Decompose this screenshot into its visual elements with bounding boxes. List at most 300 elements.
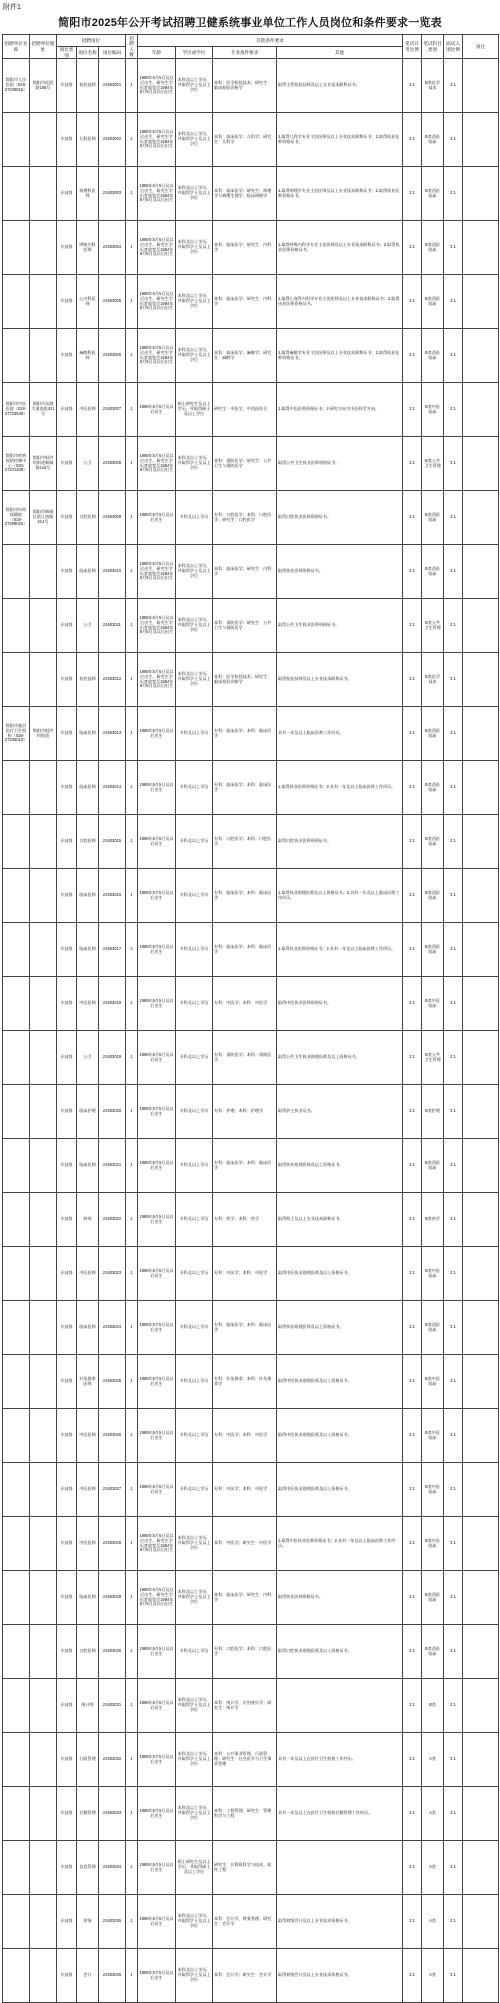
table-row	[3, 1247, 499, 1301]
cell-major: 专科：口腔医学；本科：口腔医学	[213, 815, 277, 869]
cell-remark	[463, 761, 499, 815]
cell-age: 1989年5月5日及以后出生	[138, 1193, 176, 1247]
cell-age: 1989年5月5日及以后出生	[138, 869, 176, 923]
cell-interview-ratio: 3:1	[444, 1409, 463, 1463]
cell-education: 本科及以上学历，并取得学士及以上学位	[176, 599, 213, 653]
cell-number: 2	[126, 923, 138, 977]
cell-education: 专科及以上学历	[176, 1139, 213, 1193]
table-row	[3, 1139, 499, 1193]
cell-address: 简阳市射洪坝街道新城路115号	[30, 437, 57, 491]
cell-major: 研究生：中医学、中西医结合	[213, 383, 277, 437]
cell-post-name: 统计师	[77, 1679, 99, 1733]
cell-age: 1989年5月5日及以后出生	[138, 1139, 176, 1193]
cell-misc: 1.取得麻醉学专业主治医师及以上专业技术职称证书；2.取得执业医师资格证书。	[277, 329, 403, 383]
cell-unit	[3, 869, 30, 923]
cell-interview-ratio: 3:1	[444, 1301, 463, 1355]
cell-education: 专科及以上学历	[176, 1301, 213, 1355]
cell-exam-ratio: 3:1	[403, 977, 422, 1031]
cell-post-name: 检验技师	[77, 59, 99, 113]
cell-post-code: 21603026	[99, 1409, 126, 1463]
table-row	[3, 1409, 499, 1463]
cell-number: 1	[126, 869, 138, 923]
cell-exam-ratio: 3:1	[403, 1247, 422, 1301]
cell-education: 本科及以上学历，并取得学士及以上学位	[176, 653, 213, 707]
cell-number: 1	[126, 1517, 138, 1571]
cell-education: 专科及以上学历	[176, 1193, 213, 1247]
cell-misc: 1.取得中医执业医师资格证书；2.具有一年及以上临床医师工作经历。	[277, 1517, 403, 1571]
cell-exam-ratio: 3:1	[403, 1841, 422, 1895]
cell-unit	[3, 977, 30, 1031]
cell-misc: 取得执业医师资格证书。	[277, 545, 403, 599]
cell-number: 1	[126, 599, 138, 653]
header-remark: 备注	[463, 35, 499, 59]
cell-category: 专技岗	[57, 275, 77, 329]
cell-address	[30, 545, 57, 599]
table-row	[3, 1193, 499, 1247]
cell-unit	[3, 1193, 30, 1247]
cell-age: 1989年5月5日及以后出生，研究生学历者放宽至1984年5月5日及以后出生	[138, 1517, 176, 1571]
cell-exam-ratio: 3:1	[403, 1409, 422, 1463]
cell-unit	[3, 923, 30, 977]
cell-unit	[3, 113, 30, 167]
cell-address	[30, 1031, 57, 1085]
cell-post-code: 21603029	[99, 1571, 126, 1625]
cell-post-code: 21603032	[99, 1733, 126, 1787]
cell-age: 1989年5月5日及以后出生	[138, 1787, 176, 1841]
table-row	[3, 1787, 499, 1841]
cell-exam-subject: B类西医临床	[422, 113, 444, 167]
cell-category: 专技岗	[57, 1463, 77, 1517]
cell-post-code: 21603016	[99, 869, 126, 923]
cell-category: 专技岗	[57, 221, 77, 275]
cell-exam-ratio: 3:1	[403, 761, 422, 815]
cell-exam-subject: B类公共卫生管理	[422, 437, 444, 491]
header-number: 招聘人数	[126, 35, 138, 59]
cell-exam-subject: B类西医临床	[422, 815, 444, 869]
cell-major: 专科：临床医学；本科：临床医学	[213, 707, 277, 761]
table-row	[3, 1679, 499, 1733]
cell-post-name: 口腔医师	[77, 1625, 99, 1679]
cell-exam-ratio: 3:1	[403, 1895, 422, 1949]
cell-unit	[3, 761, 30, 815]
cell-major: 专科：中医学；本科：中医学	[213, 1409, 277, 1463]
cell-remark	[463, 1571, 499, 1625]
cell-remark	[463, 653, 499, 707]
cell-major: 专科：药学；本科：药学	[213, 1193, 277, 1247]
cell-age: 1989年5月5日及以后出生	[138, 1679, 176, 1733]
cell-post-code: 21603009	[99, 491, 126, 545]
cell-interview-ratio: 3:1	[444, 1247, 463, 1301]
cell-exam-ratio: 3:1	[403, 545, 422, 599]
cell-education: 专科及以上学历	[176, 815, 213, 869]
cell-remark	[463, 1463, 499, 1517]
cell-major: 专科：临床医学；本科：临床医学	[213, 923, 277, 977]
cell-category: 专技岗	[57, 923, 77, 977]
cell-major: 本科：临床医学；研究生：病理学与病理生理学、临床病理学	[213, 167, 277, 221]
cell-age: 1989年5月5日及以后出生	[138, 1355, 176, 1409]
cell-education: 本科及以上学历，并取得学士及以上学位	[176, 1571, 213, 1625]
cell-address	[30, 1301, 57, 1355]
cell-address	[30, 113, 57, 167]
cell-number: 1	[126, 1301, 138, 1355]
cell-address	[30, 1571, 57, 1625]
cell-education: 本科及以上学历，并取得学士及以上学位	[176, 1733, 213, 1787]
cell-post-code: 21603021	[99, 1139, 126, 1193]
positions-table	[2, 34, 499, 2003]
cell-education: 专科及以上学历	[176, 491, 213, 545]
cell-exam-subject: B类中医临床	[422, 1517, 444, 1571]
cell-post-name: 公卫	[77, 1031, 99, 1085]
cell-remark	[463, 1733, 499, 1787]
cell-exam-ratio: 3:1	[403, 1085, 422, 1139]
cell-address	[30, 1949, 57, 2003]
cell-post-name: 心内科医师	[77, 275, 99, 329]
cell-age: 1989年5月5日及以后出生	[138, 1949, 176, 2003]
table-row	[3, 221, 499, 275]
cell-misc: 1.取得呼吸内科学专业主治医师及以上专业技术职称证书；2.取得执业医师资格证书。	[277, 221, 403, 275]
cell-post-code: 21603017	[99, 923, 126, 977]
cell-interview-ratio: 3:1	[444, 707, 463, 761]
cell-post-name: 临床医师	[77, 707, 99, 761]
cell-number: 1	[126, 491, 138, 545]
cell-age: 1989年5月5日及以后出生，研究生学历者放宽至1984年5月5日及以后出生	[138, 167, 176, 221]
table-row	[3, 329, 499, 383]
cell-major: 本科：统计学、应用统计学；研究生：统计学	[213, 1679, 277, 1733]
cell-major: 专科：中医学；本科：中医学	[213, 1247, 277, 1301]
cell-post-code: 21603034	[99, 1841, 126, 1895]
cell-remark	[463, 113, 499, 167]
cell-misc	[277, 1841, 403, 1895]
cell-age: 1989年5月5日及以后出生	[138, 383, 176, 437]
cell-post-code: 21603025	[99, 1355, 126, 1409]
cell-post-name: 病理科医师	[77, 167, 99, 221]
cell-category: 专技岗	[57, 1517, 77, 1571]
cell-exam-subject: A类	[422, 1841, 444, 1895]
cell-exam-ratio: 3:1	[403, 329, 422, 383]
cell-unit	[3, 1733, 30, 1787]
cell-education: 本科及以上学历，并取得学士及以上学位	[176, 221, 213, 275]
cell-unit	[3, 1517, 30, 1571]
cell-unit: 简阳市基层医疗卫生机构（028-27236010）	[3, 707, 30, 761]
cell-remark	[463, 275, 499, 329]
cell-interview-ratio: 3:1	[444, 761, 463, 815]
cell-exam-subject: B类西医临床	[422, 707, 444, 761]
cell-unit	[3, 1247, 30, 1301]
cell-exam-subject: B类西医临床	[422, 221, 444, 275]
cell-age: 1989年5月5日及以后出生，研究生学历者放宽至1984年5月5日及以后出生	[138, 275, 176, 329]
cell-age: 1989年5月5日及以后出生	[138, 1031, 176, 1085]
cell-unit	[3, 1301, 30, 1355]
cell-interview-ratio: 3:1	[444, 869, 463, 923]
cell-category: 专技岗	[57, 1571, 77, 1625]
cell-address	[30, 599, 57, 653]
cell-age: 1989年5月5日及以后出生	[138, 1625, 176, 1679]
cell-education: 专科及以上学历	[176, 1085, 213, 1139]
cell-post-code: 21603010	[99, 545, 126, 599]
cell-exam-ratio: 3:1	[403, 221, 422, 275]
cell-post-code: 21603013	[99, 707, 126, 761]
cell-remark	[463, 1517, 499, 1571]
cell-number: 1	[126, 113, 138, 167]
cell-exam-ratio: 3:1	[403, 707, 422, 761]
cell-number: 1	[126, 1193, 138, 1247]
cell-post-code: 21603028	[99, 1517, 126, 1571]
cell-unit: 简阳市中医医院（028-27723639）	[3, 383, 30, 437]
cell-post-name: 公卫	[77, 599, 99, 653]
cell-post-name: 临床医师	[77, 923, 99, 977]
cell-address	[30, 1085, 57, 1139]
table-row	[3, 437, 499, 491]
table-row	[3, 1355, 499, 1409]
cell-age: 1989年5月5日及以后出生，研究生学历者放宽至1984年5月5日及以后出生	[138, 59, 176, 113]
cell-address: 简阳市射洪坝街道	[30, 707, 57, 761]
cell-age: 1989年5月5日及以后出生	[138, 707, 176, 761]
cell-education: 专科及以上学历	[176, 1409, 213, 1463]
table-row	[3, 545, 499, 599]
cell-interview-ratio: 3:1	[444, 59, 463, 113]
cell-post-name: 信息管理	[77, 1841, 99, 1895]
cell-interview-ratio: 3:1	[444, 1571, 463, 1625]
table-row	[3, 491, 499, 545]
cell-number: 1	[126, 383, 138, 437]
cell-interview-ratio: 3:1	[444, 1463, 463, 1517]
cell-post-name: 中医医师	[77, 383, 99, 437]
cell-exam-subject: B类西医临床	[422, 869, 444, 923]
cell-misc	[277, 1679, 403, 1733]
cell-interview-ratio: 3:1	[444, 383, 463, 437]
cell-unit	[3, 221, 30, 275]
cell-remark	[463, 59, 499, 113]
cell-category: 专技岗	[57, 761, 77, 815]
cell-misc: 取得执业助理医师及以上资格证书。	[277, 1301, 403, 1355]
cell-category: 专技岗	[57, 1085, 77, 1139]
cell-remark	[463, 1301, 499, 1355]
cell-interview-ratio: 3:1	[444, 1517, 463, 1571]
cell-misc: 取得执业助理医师及以上资格证书。	[277, 1139, 403, 1193]
cell-misc: 1.取得儿科学专业主治医师及以上专业技术职称证书；2.取得执业医师资格证书。	[277, 113, 403, 167]
table-row	[3, 167, 499, 221]
cell-unit	[3, 275, 30, 329]
cell-unit: 简阳市妇幼保健院（028-27299026）	[3, 491, 30, 545]
cell-age: 1989年5月5日及以后出生	[138, 1733, 176, 1787]
cell-major: 本科：临床医学；研究生：内科学	[213, 545, 277, 599]
cell-misc: 1.取得执业助理医师及以上资格证书；2.具有一年及以上临床医师工作经历。	[277, 869, 403, 923]
cell-remark	[463, 1085, 499, 1139]
cell-misc: 取得中医执业助理医师及以上资格证书。	[277, 1409, 403, 1463]
cell-number: 1	[126, 1085, 138, 1139]
cell-post-code: 21603024	[99, 1301, 126, 1355]
cell-number: 1	[126, 1463, 138, 1517]
cell-unit	[3, 599, 30, 653]
cell-address	[30, 761, 57, 815]
cell-category: 专技岗	[57, 1355, 77, 1409]
cell-exam-ratio: 3:1	[403, 1625, 422, 1679]
cell-remark	[463, 1193, 499, 1247]
cell-number: 1	[126, 329, 138, 383]
cell-interview-ratio: 3:1	[444, 491, 463, 545]
cell-education: 专科及以上学历	[176, 977, 213, 1031]
cell-misc: 取得中医执业助理医师及以上资格证书。	[277, 1247, 403, 1301]
cell-address: 简阳市医院路185号	[30, 59, 57, 113]
cell-remark	[463, 491, 499, 545]
header-address: 招聘单位地址	[30, 35, 57, 59]
cell-education: 专科及以上学历	[176, 869, 213, 923]
cell-post-name: 临床医师	[77, 545, 99, 599]
cell-address	[30, 923, 57, 977]
cell-post-name: 临床医师	[77, 869, 99, 923]
cell-unit	[3, 1355, 30, 1409]
cell-exam-ratio: 3:1	[403, 383, 422, 437]
table-row	[3, 599, 499, 653]
table-row	[3, 1301, 499, 1355]
cell-number: 1	[126, 167, 138, 221]
cell-education: 专科及以上学历	[176, 923, 213, 977]
cell-category: 专技岗	[57, 167, 77, 221]
cell-major: 本科：医学检验技术；研究生：临床检验诊断学	[213, 653, 277, 707]
cell-post-code: 21603015	[99, 815, 126, 869]
cell-exam-subject: B类西医临床	[422, 761, 444, 815]
cell-education: 专科及以上学历	[176, 1625, 213, 1679]
cell-age: 1989年5月5日及以后出生	[138, 1247, 176, 1301]
attachment-label: 附件1	[3, 4, 21, 11]
cell-post-name: 公卫	[77, 437, 99, 491]
cell-unit	[3, 1571, 30, 1625]
cell-major: 专科：临床医学；本科：临床医学	[213, 869, 277, 923]
cell-address	[30, 1139, 57, 1193]
cell-major: 专科：护理；本科：护理学	[213, 1085, 277, 1139]
cell-education: 硕士研究生及以上学历，并取得硕士及以上学位	[176, 1841, 213, 1895]
cell-education: 本科及以上学历，并取得学士及以上学位	[176, 59, 213, 113]
cell-number: 1	[126, 221, 138, 275]
cell-post-name: 临床医师	[77, 1571, 99, 1625]
cell-misc: 取得中医执业助理医师及以上资格证书。	[277, 1463, 403, 1517]
cell-interview-ratio: 3:1	[444, 653, 463, 707]
table-row	[3, 923, 499, 977]
cell-category: 专技岗	[57, 599, 77, 653]
cell-address	[30, 1679, 57, 1733]
cell-exam-ratio: 3:1	[403, 1571, 422, 1625]
cell-age: 1989年5月5日及以后出生，研究生学历者放宽至1984年5月5日及以后出生	[138, 545, 176, 599]
cell-remark	[463, 329, 499, 383]
cell-number: 1	[126, 1625, 138, 1679]
cell-education: 本科及以上学历，并取得学士及以上学位	[176, 1679, 213, 1733]
page-title: 简阳市2025年公开考试招聘卫健系统事业单位工作人员岗位和条件要求一览表	[58, 17, 442, 29]
cell-misc: 取得检验技师及以上专业技术职称证书。	[277, 653, 403, 707]
header-age: 年龄	[138, 47, 176, 59]
cell-age: 1989年5月5日及以后出生，研究生学历者放宽至1984年5月5日及以后出生	[138, 437, 176, 491]
cell-exam-subject: B类医学技术	[422, 653, 444, 707]
cell-post-code: 21603036	[99, 1949, 126, 2003]
cell-major: 本科：临床医学、麻醉学；研究生：麻醉学	[213, 329, 277, 383]
cell-post-code: 21603020	[99, 1085, 126, 1139]
cell-exam-ratio: 3:1	[403, 59, 422, 113]
cell-number: 1	[126, 1787, 138, 1841]
cell-post-code: 21603006	[99, 329, 126, 383]
table-row	[3, 1031, 499, 1085]
cell-education: 本科及以上学历，并取得学士及以上学位	[176, 275, 213, 329]
cell-remark	[463, 923, 499, 977]
cell-category: 专技岗	[57, 1841, 77, 1895]
cell-remark	[463, 707, 499, 761]
cell-age: 1989年5月5日及以后出生，研究生学历者放宽至1984年5月5日及以后出生	[138, 1571, 176, 1625]
cell-post-code: 21603019	[99, 1031, 126, 1085]
cell-exam-ratio: 3:1	[403, 869, 422, 923]
cell-unit	[3, 1625, 30, 1679]
cell-remark	[463, 1625, 499, 1679]
cell-major: 专科：中医学；本科：中医学	[213, 1463, 277, 1517]
cell-exam-subject: B类中医临床	[422, 383, 444, 437]
cell-major: 本科：医学检验技术；研究生：临床检验诊断学	[213, 59, 277, 113]
cell-exam-subject: B类西医临床	[422, 1301, 444, 1355]
cell-unit	[3, 1841, 30, 1895]
cell-interview-ratio: 3:1	[444, 1085, 463, 1139]
cell-age: 1989年5月5日及以后出生，研究生学历者放宽至1984年5月5日及以后出生	[138, 653, 176, 707]
cell-remark	[463, 437, 499, 491]
cell-interview-ratio: 3:1	[444, 1139, 463, 1193]
cell-category: 专技岗	[57, 707, 77, 761]
cell-post-name: 临床医师	[77, 1301, 99, 1355]
cell-interview-ratio: 3:1	[444, 275, 463, 329]
cell-category: 专技岗	[57, 113, 77, 167]
cell-exam-subject: B类中医临床	[422, 1463, 444, 1517]
cell-exam-subject: A类	[422, 1787, 444, 1841]
header-post-group: 招聘岗位	[57, 35, 126, 47]
cell-remark	[463, 815, 499, 869]
table-row	[3, 653, 499, 707]
cell-major: 专科：针灸推拿；本科：针灸推拿学	[213, 1355, 277, 1409]
cell-education: 本科及以上学历，并取得学士及以上学位	[176, 167, 213, 221]
cell-post-name: 行政管理	[77, 1733, 99, 1787]
cell-misc: 取得护士执业证书。	[277, 1085, 403, 1139]
cell-exam-ratio: 3:1	[403, 923, 422, 977]
header-post-name: 岗位名称	[77, 47, 99, 59]
cell-post-name: 中医医师	[77, 1247, 99, 1301]
cell-post-name: 检验技师	[77, 653, 99, 707]
cell-category: 专技岗	[57, 1031, 77, 1085]
header-exam-subject: 笔试科目类别	[422, 35, 444, 59]
cell-unit	[3, 1949, 30, 2003]
cell-number: 1	[126, 977, 138, 1031]
table-row	[3, 1733, 499, 1787]
header-post-code: 岗位编码	[99, 47, 126, 59]
cell-unit	[3, 1139, 30, 1193]
cell-post-code: 21603027	[99, 1463, 126, 1517]
cell-number: 1	[126, 437, 138, 491]
cell-post-code: 21603001	[99, 59, 126, 113]
cell-number: 1	[126, 815, 138, 869]
table-row	[3, 761, 499, 815]
cell-education: 硕士研究生及以上学历，并取得硕士及以上学位	[176, 383, 213, 437]
cell-remark	[463, 1841, 499, 1895]
table-row	[3, 1517, 499, 1571]
cell-interview-ratio: 3:1	[444, 545, 463, 599]
cell-address	[30, 1787, 57, 1841]
cell-category: 专技岗	[57, 1787, 77, 1841]
cell-post-name: 口腔医师	[77, 491, 99, 545]
cell-remark	[463, 167, 499, 221]
cell-education: 专科及以上学历	[176, 707, 213, 761]
cell-unit	[3, 1679, 30, 1733]
cell-post-code: 21603008	[99, 437, 126, 491]
cell-major: 本科：临床医学、儿科学；研究生：儿科学	[213, 113, 277, 167]
cell-interview-ratio: 3:1	[444, 1031, 463, 1085]
cell-post-code: 21603004	[99, 221, 126, 275]
cell-category: 专技岗	[57, 1625, 77, 1679]
cell-exam-subject: B类药学	[422, 1193, 444, 1247]
cell-misc: 取得口腔执业助理医师及以上资格证书。	[277, 1625, 403, 1679]
cell-misc: 取得中医执业助理医师及以上资格证书。	[277, 1355, 403, 1409]
cell-interview-ratio: 3:1	[444, 113, 463, 167]
